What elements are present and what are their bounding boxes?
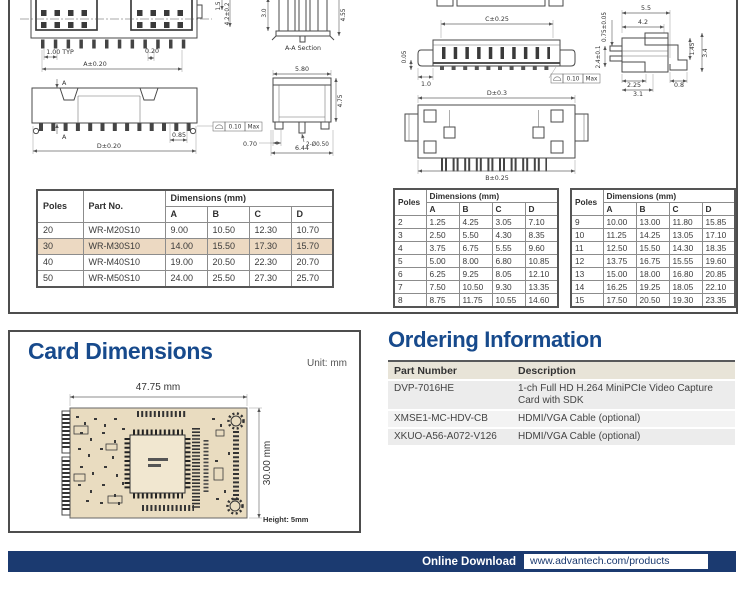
cell: 15.50 [207,239,249,255]
part-number-table [36,189,334,288]
right-connector-bottom-view [405,90,588,182]
cell: 24.00 [165,271,207,288]
col-header-a: A [165,207,207,223]
cell: 7.10 [525,216,558,229]
cell: WR-M30S10 [83,239,165,255]
section-marker: A [62,134,67,141]
cell: WR-M40S10 [83,255,165,271]
cell: 15 [571,294,603,308]
cell: 6.75 [459,242,492,255]
cell: 2.50 [426,229,459,242]
dim-label: 0.75±0.05 [602,11,608,43]
col-header-c: C [669,203,702,216]
cell: 10 [571,229,603,242]
cell: 12 [571,255,603,268]
dim-label: 3.0 [262,8,268,18]
table-row [394,281,558,294]
cell: 15.50 [636,242,669,255]
col-header-poles: Poles [394,189,426,216]
cell: 9.60 [525,242,558,255]
pcb-height-dimension [249,408,273,518]
flatness-max: Max [585,76,598,83]
cell: 6 [394,268,426,281]
col-header-b: B [207,207,249,223]
table-row [394,216,558,229]
cell: 20.85 [702,268,735,281]
pcb-card [62,408,247,518]
dim-label: B±0.25 [485,175,509,182]
dim-label: 3.1 [632,91,644,98]
col-header-a: A [426,203,459,216]
col-header-d: D [291,207,333,223]
cell: 22.30 [249,255,291,271]
table-row [388,380,735,410]
cell: 20.70 [291,255,333,271]
col-header-dims: Dimensions (mm) [426,189,558,203]
table-header-row [571,189,735,203]
col-header-d: D [525,203,558,216]
cell: 18.00 [636,268,669,281]
cell: 13.75 [603,255,636,268]
cell: 14.30 [669,242,702,255]
cell: 5.50 [459,229,492,242]
cell: 14 [571,281,603,294]
cell: 4.30 [492,229,525,242]
table-row [394,242,558,255]
cell: 3.05 [492,216,525,229]
col-header-d: D [702,203,735,216]
cell: 25.50 [207,271,249,288]
cell: 25.70 [291,271,333,288]
dim-label: 2.25 [626,82,642,89]
table-row [571,229,735,242]
cell: 15.70 [291,239,333,255]
board-thickness-label: Height: 5mm [263,515,309,524]
table-row [571,216,735,229]
cell: 10.55 [492,294,525,308]
cell: 10.50 [459,281,492,294]
table-header-row [388,361,735,380]
dim-label: 2-Ø0.50 [306,142,329,148]
cell: 16.80 [669,268,702,281]
pcb-width-dimension [70,382,247,406]
cell: 19.25 [636,281,669,294]
cell: 7 [394,281,426,294]
table-row [394,294,558,308]
cell: 12.50 [603,242,636,255]
cell: 3.75 [426,242,459,255]
cell: 5.00 [426,255,459,268]
right-connector-side-view [596,5,709,98]
dim-label: 4.2±0.2 [225,2,231,26]
cell: WR-M50S10 [83,271,165,288]
table-row [571,242,735,255]
cell: 9.30 [492,281,525,294]
card-dimensions-panel [8,330,361,533]
cell: 30 [37,239,83,255]
table-row [571,255,735,268]
cell: 2 [394,216,426,229]
table-row [394,255,558,268]
table-row [394,229,558,242]
cell: 8.75 [426,294,459,308]
part-number-cell: XKUO-A56-A072-V126 [388,428,512,445]
cell: 6.25 [426,268,459,281]
dim-label: 1.0 [420,81,432,88]
cell: 11.75 [459,294,492,308]
cell: 20.50 [207,255,249,271]
width-dim-label: 47.75 mm [135,382,181,393]
cell: WR-M20S10 [83,223,165,239]
cell: 5 [394,255,426,268]
cell: 19.00 [165,255,207,271]
col-header-poles: Poles [37,190,83,223]
table-row [571,268,735,281]
cell: 14.25 [636,229,669,242]
cell: 9 [571,216,603,229]
cell: 4.25 [459,216,492,229]
dim-label: 5.5 [640,5,652,12]
dim-label: 1.45 [690,42,696,56]
cell: 40 [37,255,83,271]
col-header-poles: Poles [571,189,603,216]
online-download-bar [8,551,736,572]
cell: 14.60 [525,294,558,308]
cell: 5.55 [492,242,525,255]
cell: 17.10 [702,229,735,242]
table-row [388,410,735,428]
dim-label: 2.4±0.1 [596,45,602,69]
height-dim-label: 30.00 mm [262,440,273,486]
col-header-dims: Dimensions (mm) [603,189,735,203]
cell: 16.25 [603,281,636,294]
unit-label: Unit: mm [307,358,347,369]
flatness-max: Max [247,124,260,131]
cell: 10.50 [207,223,249,239]
description-cell: HDMI/VGA Cable (optional) [512,410,735,428]
dim-label: 5.80 [294,66,310,73]
dim-label: 0.8 [673,82,685,89]
table-row [37,255,333,271]
cell: 19.60 [702,255,735,268]
table-row [394,268,558,281]
cell: 3 [394,229,426,242]
col-header-c: C [249,207,291,223]
part-number-cell: DVP-7016HE [388,380,512,410]
cell: 7.50 [426,281,459,294]
dim-label: 0.70 [242,141,257,148]
table-row [571,281,735,294]
ordering-table [388,360,735,445]
cell: 10.70 [291,223,333,239]
col-header-a: A [603,203,636,216]
col-header-dims: Dimensions (mm) [165,190,333,207]
cell: 22.10 [702,281,735,294]
dim-label: 1.5 [216,1,222,11]
cell: 8.00 [459,255,492,268]
download-url-link[interactable]: www.advantech.com/products [524,554,708,569]
dim-label: 6.44 [294,145,310,152]
cell: 12.10 [525,268,558,281]
dim-label: 1.00 TYP [46,49,74,56]
flatness-value: 0.10 [228,124,242,131]
part-number-cell: XMSE1-MC-HDV-CB [388,410,512,428]
table-row [37,223,333,239]
cell: 6.80 [492,255,525,268]
left-connector-section-view [262,0,347,52]
dim-label: D±0.3 [486,90,508,97]
col-header-part-number: Part Number [388,361,512,380]
cell: 13 [571,268,603,281]
left-connector-side-view [243,66,344,156]
description-cell: 1-ch Full HD H.264 MiniPCIe Video Capture Card with SDK [512,380,735,410]
dim-label: C±0.25 [485,16,509,23]
online-download-label: Online Download [422,555,516,568]
ordering-panel [388,327,735,445]
cell: 14.00 [165,239,207,255]
cell: 19.30 [669,294,702,308]
flatness-value: 0.10 [566,76,580,83]
cell: 10.00 [603,216,636,229]
cell: 11 [571,242,603,255]
cell: 1.25 [426,216,459,229]
col-header-description: Description [512,361,735,380]
col-header-b: B [459,203,492,216]
cell: 15.85 [702,216,735,229]
cell: 20.50 [636,294,669,308]
cell: 10.85 [525,255,558,268]
col-header-b: B [636,203,669,216]
cell: 15.55 [669,255,702,268]
dim-label: 4.75 [338,94,344,108]
dim-label: 0.20 [144,48,160,55]
col-header-c: C [492,203,525,216]
cell: 15.00 [603,268,636,281]
cell: 11.80 [669,216,702,229]
col-header-part: Part No. [83,190,165,223]
cell: 11.25 [603,229,636,242]
cell: 8.35 [525,229,558,242]
cell: 13.00 [636,216,669,229]
dim-label: 4.55 [341,8,347,22]
cell: 16.75 [636,255,669,268]
section-caption: A-A Section [284,45,322,52]
table-row [388,428,735,445]
dim-label: A±0.20 [83,61,107,68]
dim-label: D±0.20 [96,143,122,150]
dim-label: 0.05 [402,50,408,64]
cell: 20 [37,223,83,239]
cell: 17.50 [603,294,636,308]
description-cell: HDMI/VGA Cable (optional) [512,428,735,445]
cell: 13.35 [525,281,558,294]
table-header-row [394,189,558,203]
cell: 27.30 [249,271,291,288]
cell: 17.30 [249,239,291,255]
cell: 13.05 [669,229,702,242]
left-connector-front-view [32,79,262,154]
left-connector-top-view [20,0,231,72]
dim-label: 3.4 [703,48,709,58]
ordering-title: Ordering Information [388,327,603,352]
cell: 12.30 [249,223,291,239]
dim-label: 4.2 [637,19,649,26]
table-header-row [37,190,333,207]
cell: 8.05 [492,268,525,281]
cell: 23.35 [702,294,735,308]
table-row [37,271,333,288]
table-row-highlighted [37,239,333,255]
dimensions-table-2 [570,188,736,308]
pcb-drawing [10,332,359,531]
right-connector-front-view [402,0,600,88]
card-dimensions-title: Card Dimensions [28,338,213,364]
cell: 50 [37,271,83,288]
cell: 18.35 [702,242,735,255]
table-row [571,294,735,308]
cell: 8 [394,294,426,308]
section-marker: A [62,80,67,87]
cell: 9.25 [459,268,492,281]
dimensions-table-1 [393,188,559,308]
cell: 9.00 [165,223,207,239]
dim-label: 0.85 [171,132,187,139]
cell: 4 [394,242,426,255]
cell: 18.05 [669,281,702,294]
